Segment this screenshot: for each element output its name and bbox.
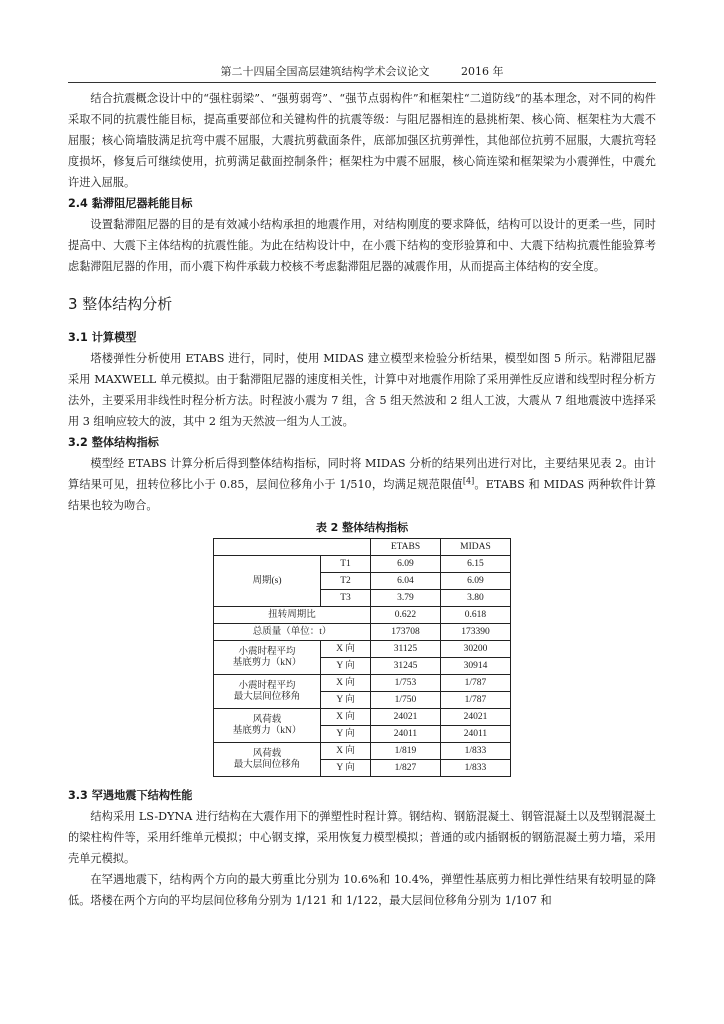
table-row <box>214 607 511 624</box>
table-row <box>214 641 511 658</box>
table-cell: 24021 <box>371 709 441 726</box>
direction-cell: Y 向 <box>321 726 371 743</box>
table-corner-cell <box>214 539 371 556</box>
table-cell: 30200 <box>440 641 510 658</box>
paragraph-3-3-a: 结构采用 LS-DYNA 进行结构在大震作用下的弹塑性时程计算。钢结构、钢筋混凝土、钢管混凝土以及型钢混凝土的梁柱构件等，采用纤维单元模拟；中心钢支撑，采用恢复力模型模拟；普通的或内插钢板的钢筋混凝土剪力墙，采用壳单元模拟。 <box>68 810 656 865</box>
table-cell: 6.09 <box>371 556 441 573</box>
table-cell: 3.80 <box>440 590 510 607</box>
table-cell: 173708 <box>371 624 441 641</box>
group-label-line: 小震时程平均 <box>238 646 296 657</box>
heading-section-3: 3 整体结构分析 <box>68 295 173 313</box>
group-label-line: 最大层间位移角 <box>233 759 301 770</box>
table-row <box>214 624 511 641</box>
table-cell: 0.618 <box>440 607 510 624</box>
period-label: 周期(s) <box>214 556 321 607</box>
table-cell: 1/750 <box>371 692 441 709</box>
table-cell: 24021 <box>440 709 510 726</box>
table-caption: 表 2 整体结构指标 <box>315 521 409 534</box>
table-cell: 1/787 <box>440 675 510 692</box>
period-mode: T3 <box>321 590 371 607</box>
direction-cell: X 向 <box>321 675 371 692</box>
paragraph-3-2-text-a: 模型经 ETABS 计算分析后得到整体结构指标，同时将 MIDAS 分析的结果列出进行对比，主要结果见表 2。由计算结果可见，扭转位移比小于 0.85，层间位移角小于 1/510，均满足规范限值 <box>68 457 656 491</box>
column-header-midas: MIDAS <box>440 539 510 556</box>
heading-3-2: 3.2 整体结构指标 <box>68 436 159 449</box>
table-cell: 6.09 <box>440 573 510 590</box>
intro-paragraph: 结合抗震概念设计中的“强柱弱梁”、“强剪弱弯”、“强节点弱构件”和框架柱“二道防线”的基本理念，对不同的构件采取不同的抗震性能目标，提高重要部位和关键构件的抗震等级：与阻尼器相连的悬挑桁架、核心筒、框架柱为大震不屈服；核心筒墙肢满足抗弯中震不屈服，大震抗剪截面条件，底部加强区抗剪弹性，其他部位抗剪不屈服，大震抗弯轻度损坏，修复后可继续使用，抗剪满足截面控制条件；框架柱为中震不屈服，核心筒连梁和框架梁为小震弹性，中震允许进入屈服。 <box>68 92 656 189</box>
table-cell: 0.622 <box>371 607 441 624</box>
direction-cell: Y 向 <box>321 692 371 709</box>
group-label-line: 风荷载 <box>252 748 282 759</box>
group-label <box>214 641 321 675</box>
table-cell: 3.79 <box>371 590 441 607</box>
paragraph-3-3-b: 在罕遇地震下，结构两个方向的最大剪重比分别为 10.6%和 10.4%，弹塑性基底剪力相比弹性结果有较明显的降低。塔楼在两个方向的平均层间位移角分别为 1/121 和 1/122，最大层间位移角分别为 1/107 和 <box>68 873 656 907</box>
table-cell: 31245 <box>371 658 441 675</box>
period-mode: T1 <box>321 556 371 573</box>
running-header <box>68 64 656 83</box>
group-label-line: 基底剪力（kN） <box>232 657 302 668</box>
body-content <box>68 88 656 911</box>
group-label-line: 最大层间位移角 <box>233 691 301 702</box>
direction-cell: Y 向 <box>321 760 371 777</box>
table-cell: 1/819 <box>371 743 441 760</box>
torsion-ratio-label: 扭转周期比 <box>214 607 371 624</box>
table-cell: 24011 <box>440 726 510 743</box>
period-mode: T2 <box>321 573 371 590</box>
table-row <box>214 556 511 573</box>
table-cell: 1/833 <box>440 743 510 760</box>
table-row <box>214 709 511 726</box>
table-header-row <box>214 539 511 556</box>
group-label-line: 风荷载 <box>252 714 282 725</box>
group-label-line: 基底剪力（kN） <box>232 725 302 736</box>
heading-3-1: 3.1 计算模型 <box>68 331 137 344</box>
direction-cell: X 向 <box>321 709 371 726</box>
table-cell: 30914 <box>440 658 510 675</box>
column-header-etabs: ETABS <box>371 539 441 556</box>
table-cell: 31125 <box>371 641 441 658</box>
table-cell: 1/787 <box>440 692 510 709</box>
conference-year: 2016 年 <box>461 65 504 78</box>
paragraph-2-4: 设置黏滞阻尼器的目的是有效减小结构承担的地震作用，对结构刚度的要求降低，结构可以设计的更柔一些，同时提高中、大震下主体结构的抗震性能。为此在结构设计中，在小震下结构的变形验算和中、大震下结构抗震性能验算考虑黏滞阻尼器的作用，而小震下构件承载力校核不考虑黏滞阻尼器的减震作用，从而提高主体结构的安全度。 <box>68 218 656 273</box>
structure-index-table <box>213 538 511 777</box>
heading-3-3: 3.3 罕遇地震下结构性能 <box>68 789 193 802</box>
direction-cell: Y 向 <box>321 658 371 675</box>
table-cell: 1/753 <box>371 675 441 692</box>
conference-title: 第二十四届全国高层建筑结构学术会议论文 <box>220 65 430 78</box>
direction-cell: X 向 <box>321 743 371 760</box>
group-label-line: 小震时程平均 <box>238 680 296 691</box>
group-label <box>214 675 321 709</box>
paragraph-3-1: 塔楼弹性分析使用 ETABS 进行，同时，使用 MIDAS 建立模型来检验分析结果，模型如图 5 所示。粘滞阻尼器采用 MAXWELL 单元模拟。由于黏滞阻尼器的速度相关性，计算中对地震作用除了采用弹性反应谱和线型时程分析方法外，主要采用非线性时程分析方法。时程波小震为 7 组，含 5 组天然波和 2 组人工波，大震从 7 组地震波中选择采用 3 组响应较大的波，其中 2 组为天然波一组为人工波。 <box>68 352 656 428</box>
paragraph-3-2 <box>68 453 656 516</box>
table-row <box>214 743 511 760</box>
table-cell: 6.04 <box>371 573 441 590</box>
total-mass-label: 总质量（单位：t） <box>214 624 371 641</box>
citation-ref: [4] <box>462 476 475 486</box>
paragraph-3-2-text-b: 。ETABS 和 MIDAS 两种软件计算结果也较为吻合。 <box>68 478 656 512</box>
table-row <box>214 675 511 692</box>
table-cell: 1/827 <box>371 760 441 777</box>
direction-cell: X 向 <box>321 641 371 658</box>
table-cell: 173390 <box>440 624 510 641</box>
table-cell: 24011 <box>371 726 441 743</box>
table-cell: 6.15 <box>440 556 510 573</box>
table-cell: 1/833 <box>440 760 510 777</box>
group-label <box>214 743 321 777</box>
group-label <box>214 709 321 743</box>
heading-2-4: 2.4 黏滞阻尼器耗能目标 <box>68 197 193 210</box>
